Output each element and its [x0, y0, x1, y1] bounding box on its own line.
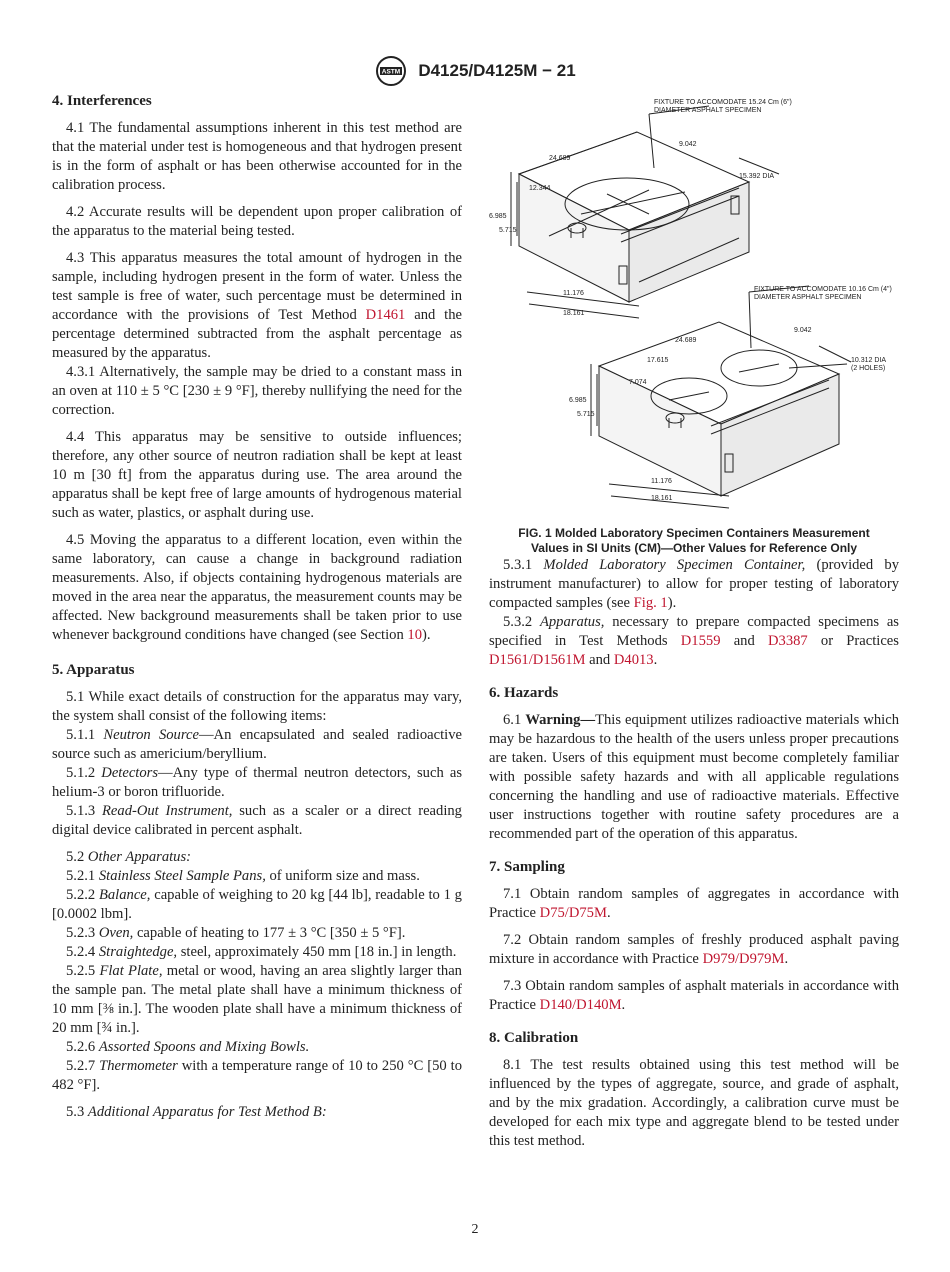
para-5-2-2: 5.2.2 Balance, capable of weighing to 20 kg [44 lb], readable to 1 g [0.0002 lbm].: [52, 887, 462, 922]
page-header: [0, 54, 950, 88]
section-5-heading: 5. Apparatus: [52, 662, 135, 678]
para-5-3-2: 5.3.2 Apparatus, necessary to prepare compacted specimens as specified in Test Methods D1559 and D3387 or Practices D1561/D1561M and D4013.: [489, 614, 899, 668]
para-5-3: 5.3 Additional Apparatus for Test Method B:: [66, 1104, 327, 1120]
section-4-heading: 4. Interferences: [52, 93, 152, 109]
para-5-1-3: 5.1.3 Read-Out Instrument, such as a scaler or a direct reading digital device calibrated in percent asphalt.: [52, 803, 462, 838]
link-d3387[interactable]: D3387: [767, 633, 808, 649]
bottom-dim-10312-holes: (2 HOLES): [851, 365, 886, 372]
link-d140[interactable]: D140/D140M: [539, 997, 622, 1013]
right-column: [489, 96, 899, 1151]
para-5-2-3: 5.2.3 Oven, capable of heating to 177 ± 3 °C [350 ± 5 °F].: [66, 925, 406, 941]
para-5-3-1: 5.3.1 Molded Laboratory Specimen Container, (provided by instrument manufacturer) to allow for proper testing of laboratory compacted samples (see Fig. 1).: [489, 557, 900, 611]
para-8-1: 8.1 The test results obtained using this test method will be influenced by the types of aggregate, source, and grade of asphalt, and by the mix gradation. Accordingly, a calibration curve must be developed for each mix type and aggregate blend to be tested under this test method.: [489, 1057, 899, 1149]
link-d4013[interactable]: D4013: [613, 652, 654, 668]
link-d1561[interactable]: D1561/D1561M: [489, 652, 586, 668]
bottom-fixture-label: FIXTURE TO ACCOMODATE 10.16 Cm (4"): [754, 286, 892, 293]
astm-logo-icon: [374, 54, 408, 88]
top-dim-9042: 9.042: [679, 141, 697, 148]
para-7-1: 7.1 Obtain random samples of aggregates in accordance with Practice D75/D75M.: [489, 886, 899, 921]
bottom-fixture-label-2: DIAMETER ASPHALT SPECIMEN: [754, 294, 862, 301]
link-d1559[interactable]: D1559: [680, 633, 721, 649]
left-column: [52, 92, 462, 1122]
top-dim-18161: 18.161: [563, 310, 585, 317]
para-5-1-1: 5.1.1 Neutron Source—An encapsulated and sealed radioactive source such as americium/beryllium.: [52, 727, 462, 762]
para-5-2: 5.2 Other Apparatus:: [66, 849, 192, 865]
para-5-2-1: 5.2.1 Stainless Steel Sample Pans, of uniform size and mass.: [66, 868, 420, 884]
top-dim-6985: 6.985: [489, 213, 507, 220]
bottom-dim-10312: 10.312 DIA: [851, 357, 887, 364]
specimen-container-diagram: [489, 96, 899, 526]
para-4-1: 4.1 The fundamental assumptions inherent in this test method are that the material under test is homogeneous and that hydrogen present is in the form of asphalt or has been otherwise accounted for in the calibration process.: [52, 120, 462, 193]
para-4-3-1: 4.3.1 Alternatively, the sample may be dried to a constant mass in an oven at 110 ± 5 °C [230 ± 9 °F], thereby nullifying the need for the correction.: [52, 364, 462, 418]
section-8-heading: 8. Calibration: [489, 1030, 579, 1046]
svg-text:ASTM: ASTM: [382, 68, 401, 76]
para-5-2-5: 5.2.5 Flat Plate, metal or wood, having an area slightly larger than the sample pan. The metal plate shall have a minimum thickness of 10 mm [⅜ in.]. The wooden plate shall have a minimum thickness of 20 mm [¾ in.].: [52, 963, 462, 1036]
document-code: D4125/D4125M − 21: [418, 61, 576, 80]
para-5-2-6: 5.2.6 Assorted Spoons and Mixing Bowls.: [66, 1039, 310, 1055]
bottom-dim-9042: 9.042: [794, 327, 812, 334]
top-dim-15392: 15.392 DIA: [739, 173, 775, 180]
para-6-1: 6.1 Warning—This equipment utilizes radioactive materials which may be hazardous to the health of the users unless proper precautions are taken. Users of this equipment must become completely familiar with possible safety hazards and with all applicable regulations concerning the handling and use of radioactive materials. Effective user instructions together with routine safety procedures are a recommended part of the operation of this apparatus.: [489, 712, 899, 842]
link-d75[interactable]: D75/D75M: [539, 905, 607, 921]
bottom-container-side-face: [721, 374, 839, 496]
para-5-2-4: 5.2.4 Straightedge, steel, approximately 450 mm [18 in.] in length.: [66, 944, 457, 960]
bottom-dim-6985: 6.985: [569, 397, 587, 404]
top-dim-11176: 11.176: [563, 290, 584, 297]
para-4-4: 4.4 This apparatus may be sensitive to outside influences; therefore, any other source of neutron radiation shall be kept at least 10 m [30 ft] from the apparatus during use. The area around the apparatus shall be kept free of large amounts of hydrogenous material such as water, plastics, or asphalt during use.: [52, 429, 462, 521]
para-4-5: 4.5 Moving the apparatus to a different location, even within the same laboratory, can cause a change in background radiation measurements. Also, if objects containing hydrogenous materials are moved in the area near the apparatus, the measurement counts may be affected. New background measurements shall be taken prior to use whenever background conditions have changed (see Section 10).: [52, 532, 462, 643]
para-7-3: 7.3 Obtain random samples of asphalt materials in accordance with Practice D140/D140M.: [489, 978, 899, 1013]
para-4-2: 4.2 Accurate results will be dependent upon proper calibration of the apparatus to the material being tested.: [52, 204, 462, 239]
para-5-2-7: 5.2.7 Thermometer with a temperature range of 10 to 250 °C [50 to 482 °F].: [52, 1058, 463, 1093]
link-d979[interactable]: D979/D979M: [702, 951, 785, 967]
bottom-dim-7074: 7.074: [629, 379, 647, 386]
top-container-front-face: [519, 174, 629, 302]
section-7-heading: 7. Sampling: [489, 859, 565, 875]
top-fixture-label: FIXTURE TO ACCOMODATE 15.24 Cm (6"): [654, 99, 792, 106]
para-5-1-2: 5.1.2 Detectors—Any type of thermal neutron detectors, such as helium-3 or boron trifluoride.: [52, 765, 462, 800]
page-number: 2: [471, 1222, 479, 1237]
top-dim-5715: 5.715: [499, 227, 517, 234]
bottom-dim-18161: 18.161: [651, 495, 673, 502]
para-5-1: 5.1 While exact details of construction for the apparatus may vary, the system shall consist of the following items:: [52, 689, 462, 724]
top-dim-24689: 24.689: [549, 155, 571, 162]
bottom-dim-5715: 5.715: [577, 411, 595, 418]
top-fixture-label-2: DIAMETER ASPHALT SPECIMEN: [654, 107, 762, 114]
section-6-heading: 6. Hazards: [489, 685, 559, 701]
link-fig-1[interactable]: Fig. 1: [633, 595, 668, 611]
bottom-dim-24689: 24.689: [675, 337, 697, 344]
para-7-2: 7.2 Obtain random samples of freshly produced asphalt paving mixture in accordance with Practice D979/D979M.: [489, 932, 899, 967]
link-section-10[interactable]: 10: [407, 627, 422, 643]
link-d1461[interactable]: D1461: [365, 307, 406, 323]
bottom-container-front-face: [599, 366, 721, 496]
figure-1: [489, 96, 899, 526]
bottom-dim-11176: 11.176: [651, 478, 672, 485]
top-dim-12344: 12.344: [529, 185, 551, 192]
para-4-3: 4.3 This apparatus measures the total amount of hydrogen in the sample, including hydrogen present in the form of water. Unless the test sample is free of water, such percentage must be determined in accordance with the provisions of Test Method D1461 and the percentage determined subtracted from the asphalt percentage as measured by the apparatus.: [52, 250, 462, 361]
figure-1-caption: FIG. 1 Molded Laboratory Specimen Containers Measurement Values in SI Units (CM)—Other Values for Reference Only: [518, 526, 870, 555]
bottom-dim-17615: 17.615: [647, 357, 669, 364]
